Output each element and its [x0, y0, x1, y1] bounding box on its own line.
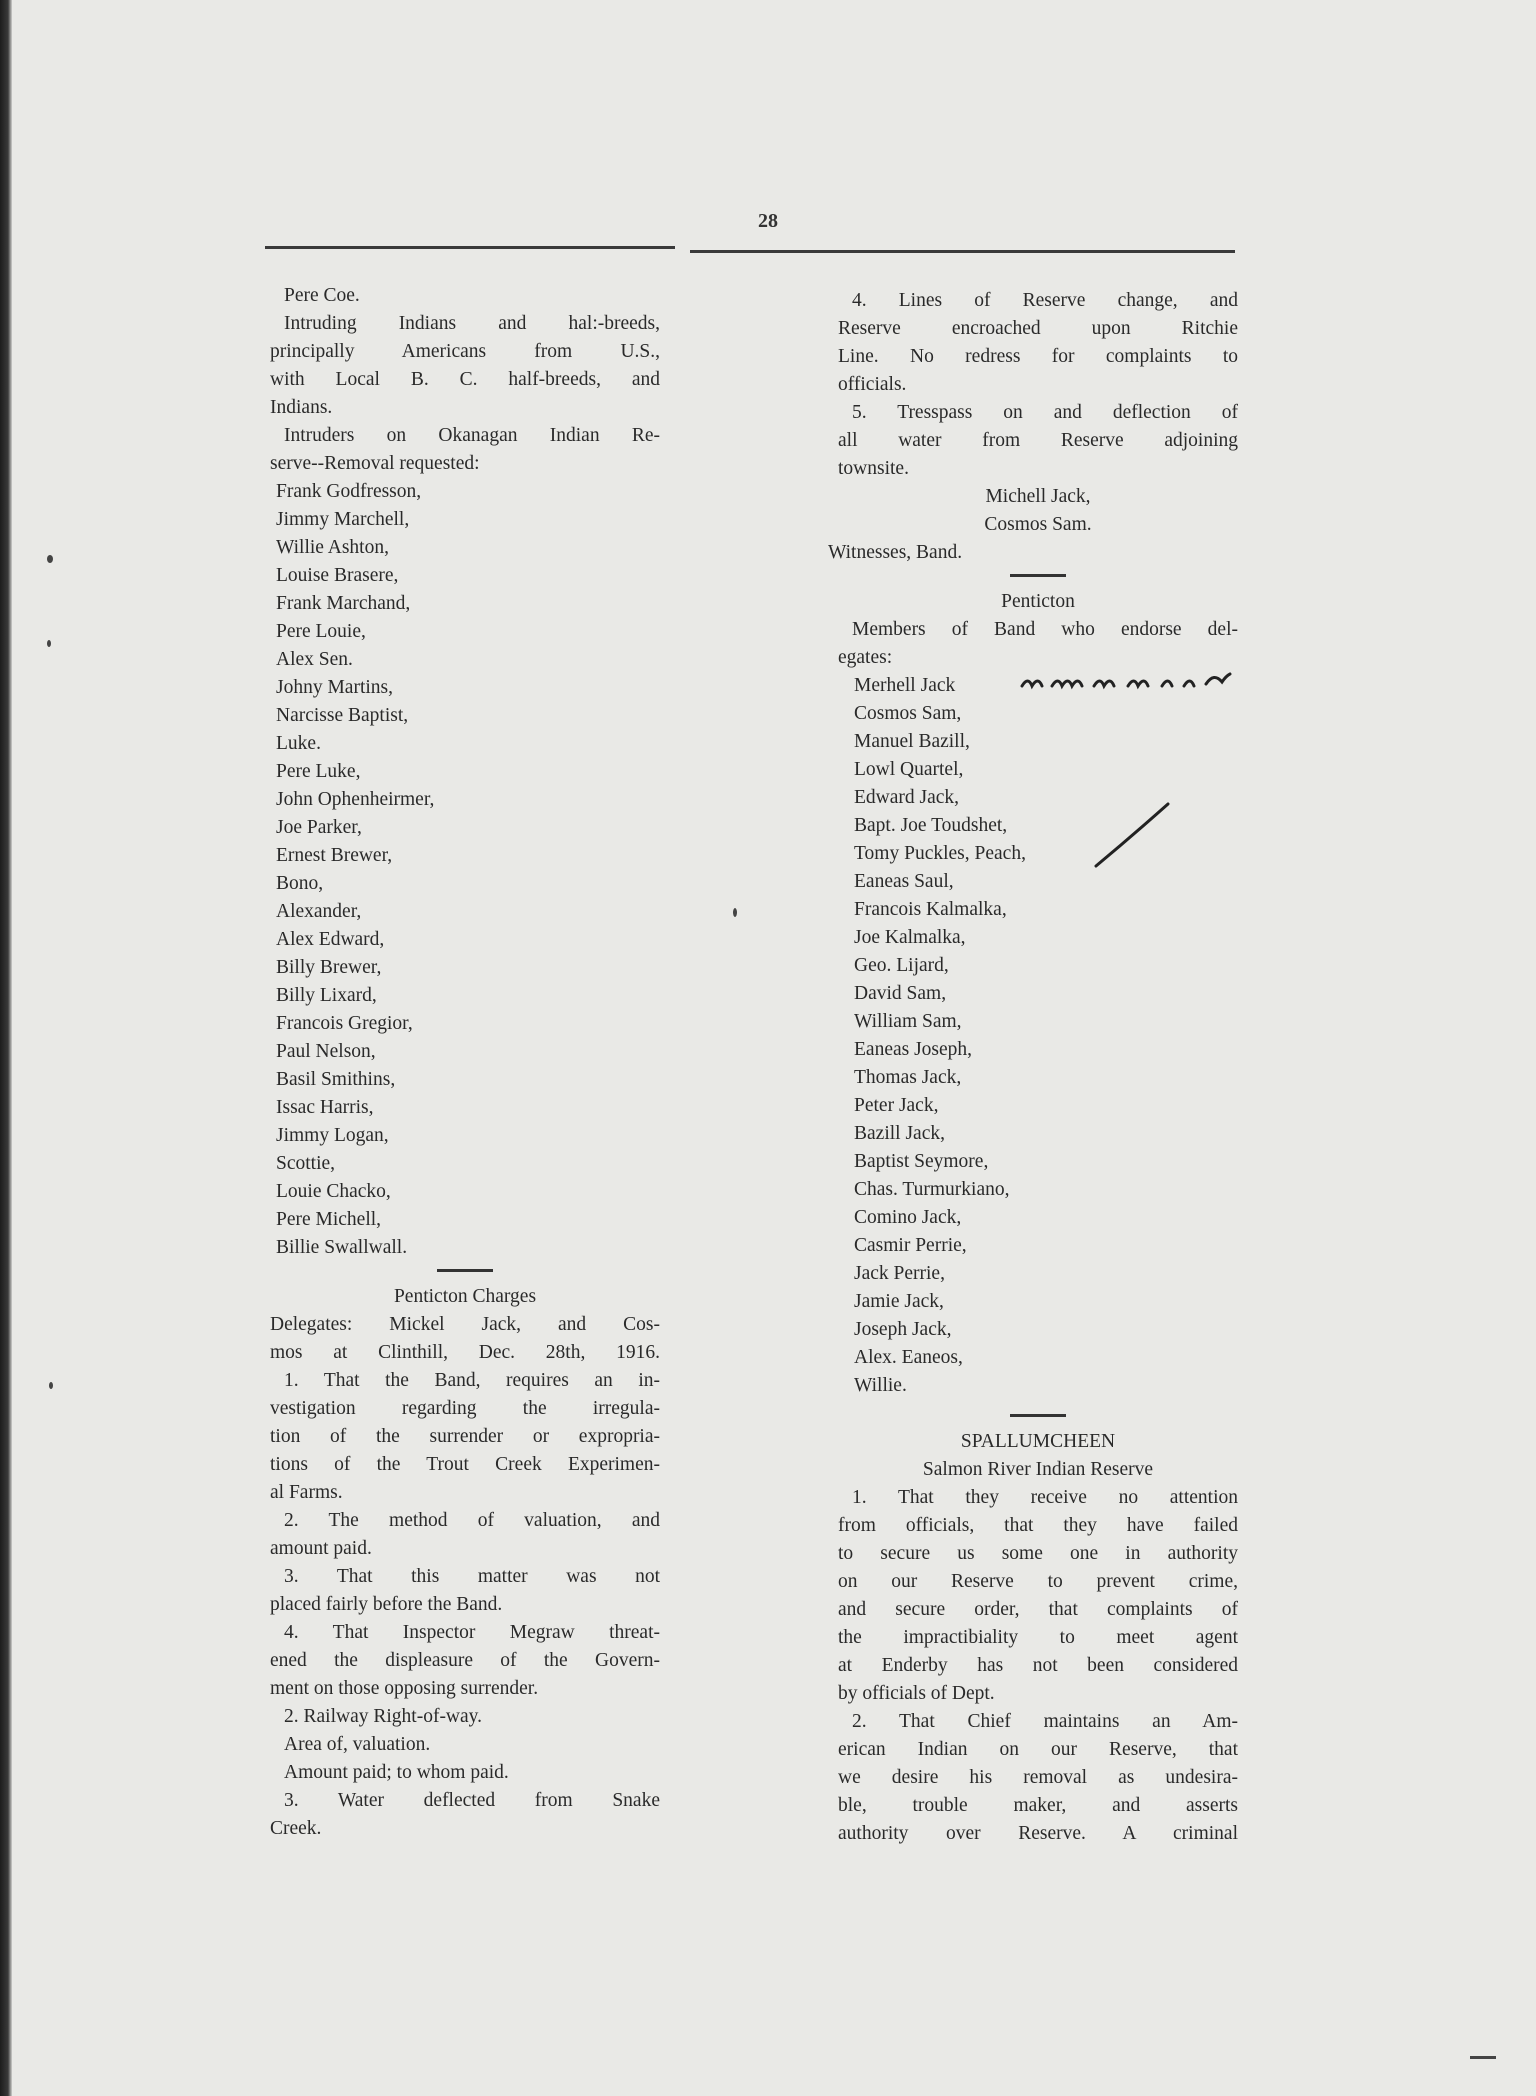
intruder-name: Scottie,: [276, 1153, 336, 1174]
spallumcheen-line: to secure us some one in authority: [838, 1543, 1238, 1564]
signatory: Michell Jack,: [985, 486, 1091, 507]
intruder-name: Narcisse Baptist,: [276, 705, 409, 726]
page-edge: [0, 0, 12, 2096]
section-heading: Penticton: [1001, 591, 1075, 612]
reserve-line: Reserve encroached upon Ritchie: [838, 318, 1238, 339]
intruder-name: Paul Nelson,: [276, 1041, 376, 1062]
reserve-line: 4. Lines of Reserve change, and: [852, 290, 1238, 311]
member-name: Comino Jack,: [854, 1207, 962, 1228]
section-divider: [437, 1269, 493, 1272]
member-name: Alex. Eaneos,: [854, 1347, 963, 1368]
intruder-name: Basil Smithins,: [276, 1069, 396, 1090]
charges-line: Delegates: Mickel Jack, and Cos-: [270, 1314, 660, 1335]
charges-line: Area of, valuation.: [284, 1734, 431, 1755]
member-name: David Sam,: [854, 983, 947, 1004]
charges-line: vestigation regarding the irregula-: [270, 1398, 660, 1419]
spallumcheen-line: 1. That they receive no attention: [852, 1487, 1238, 1508]
member-name: Lowl Quartel,: [854, 759, 964, 780]
member-name: Chas. Turmurkiano,: [854, 1179, 1010, 1200]
witnesses-line: Witnesses, Band.: [828, 542, 963, 563]
spallumcheen-line: we desire his removal as undesira-: [838, 1767, 1238, 1788]
intruder-name: Billie Swallwall.: [276, 1237, 408, 1258]
signatory: Cosmos Sam.: [984, 514, 1092, 535]
members-intro: egates:: [838, 647, 893, 668]
member-name: Bapt. Joe Toudshet,: [854, 815, 1008, 836]
spallumcheen-line: from officials, that they have failed: [838, 1515, 1238, 1536]
member-name: Casmir Perrie,: [854, 1235, 967, 1256]
section-heading: SPALLUMCHEEN: [960, 1431, 1116, 1452]
charges-line: amount paid.: [270, 1538, 372, 1559]
intro-line: Pere Coe.: [284, 285, 360, 306]
scan-speck: [49, 1382, 53, 1389]
intruder-name: Jimmy Marchell,: [276, 509, 410, 530]
left-column: [270, 282, 660, 1843]
intro-line: principally Americans from U.S.,: [270, 341, 660, 362]
spallumcheen-line: by officials of Dept.: [838, 1683, 995, 1704]
intruder-name: Issac Harris,: [276, 1097, 374, 1118]
intruder-name: Billy Brewer,: [276, 957, 382, 978]
intruder-name: Alexander,: [276, 901, 362, 922]
section-heading: Penticton Charges: [393, 1286, 537, 1307]
charges-line: al Farms.: [270, 1482, 343, 1503]
member-name: Joseph Jack,: [854, 1319, 952, 1340]
spallumcheen-line: at Enderby has not been considered: [838, 1655, 1238, 1676]
reserve-line: all water from Reserve adjoining: [838, 430, 1238, 451]
intruder-name: Pere Luke,: [276, 761, 361, 782]
intruder-name: Joe Parker,: [276, 817, 362, 838]
intruder-name: John Ophenheirmer,: [276, 789, 435, 810]
scan-speck: [1470, 2056, 1496, 2059]
member-name: Eaneas Saul,: [854, 871, 954, 892]
intruder-name: Ernest Brewer,: [276, 845, 393, 866]
intruder-name: Frank Godfresson,: [276, 481, 422, 502]
spallumcheen-line: and secure order, that complaints of: [838, 1599, 1238, 1620]
intruder-name: Louise Brasere,: [276, 565, 399, 586]
charges-line: 4. That Inspector Megraw threat-: [284, 1622, 660, 1643]
reserve-line: Line. No redress for complaints to: [838, 346, 1238, 367]
intruder-name: Alex Sen.: [276, 649, 353, 670]
intro-line: Intruders on Okanagan Indian Re-: [284, 425, 660, 446]
charges-line: 3. That this matter was not: [284, 1566, 660, 1587]
charges-line: 2. The method of valuation, and: [284, 1510, 660, 1531]
charges-line: 1. That the Band, requires an in-: [284, 1370, 660, 1391]
handwritten-scribble-mark: [1020, 668, 1232, 694]
reserve-line: townsite.: [838, 458, 909, 479]
right-column: [828, 287, 1238, 1848]
charges-line: placed fairly before the Band.: [270, 1594, 503, 1615]
member-name: Edward Jack,: [854, 787, 960, 808]
spallumcheen-line: 2. That Chief maintains an Am-: [852, 1711, 1238, 1732]
charges-line: 3. Water deflected from Snake: [284, 1790, 660, 1811]
member-name: Willie.: [854, 1375, 907, 1396]
spallumcheen-line: erican Indian on our Reserve, that: [838, 1739, 1238, 1760]
intruder-name: Pere Louie,: [276, 621, 366, 642]
member-name: Jamie Jack,: [854, 1291, 944, 1312]
charges-line: ened the displeasure of the Govern-: [270, 1650, 660, 1671]
member-name: William Sam,: [854, 1011, 962, 1032]
member-name: Cosmos Sam,: [854, 703, 962, 724]
intruder-name: Luke.: [276, 733, 321, 754]
header-rule-left: [265, 246, 675, 249]
intruder-name: Johny Martins,: [276, 677, 393, 698]
spallumcheen-line: on our Reserve to prevent crime,: [838, 1571, 1238, 1592]
section-subheading: Salmon River Indian Reserve: [922, 1459, 1154, 1480]
member-name: Jack Perrie,: [854, 1263, 945, 1284]
handwritten-check-mark: [1092, 800, 1172, 870]
charges-line: Amount paid; to whom paid.: [284, 1762, 509, 1783]
charges-line: tions of the Trout Creek Experimen-: [270, 1454, 660, 1475]
member-name: Peter Jack,: [854, 1095, 939, 1116]
charges-line: mos at Clinthill, Dec. 28th, 1916.: [270, 1342, 660, 1363]
member-name: Joe Kalmalka,: [854, 927, 966, 948]
reserve-line: 5. Tresspass on and deflection of: [852, 402, 1238, 423]
scan-speck: [47, 555, 53, 563]
intro-line: Intruding Indians and hal:-breeds,: [284, 313, 660, 334]
charges-line: 2. Railway Right-of-way.: [284, 1706, 483, 1727]
spallumcheen-line: ble, trouble maker, and asserts: [838, 1795, 1238, 1816]
section-divider: [1010, 1414, 1066, 1417]
header-rule-right: [690, 250, 1235, 253]
member-name: Geo. Lijard,: [854, 955, 949, 976]
intruder-name: Jimmy Logan,: [276, 1125, 389, 1146]
intruder-name: Willie Ashton,: [276, 537, 389, 558]
intruder-name: Louie Chacko,: [276, 1181, 391, 1202]
page-number: 28: [758, 210, 778, 232]
intro-line: Indians.: [270, 397, 333, 418]
reserve-line: officials.: [838, 374, 907, 395]
scan-speck: [733, 908, 737, 917]
member-name: Tomy Puckles, Peach,: [854, 843, 1026, 864]
intro-line: with Local B. C. half-breeds, and: [270, 369, 660, 390]
scan-speck: [47, 640, 51, 647]
members-intro: Members of Band who endorse del-: [852, 619, 1238, 640]
charges-line: Creek.: [270, 1818, 322, 1839]
member-name: Francois Kalmalka,: [854, 899, 1007, 920]
member-name: Merhell Jack: [854, 675, 956, 696]
charges-line: ment on those opposing surrender.: [270, 1678, 539, 1699]
member-name: Bazill Jack,: [854, 1123, 945, 1144]
intruder-name: Frank Marchand,: [276, 593, 411, 614]
spallumcheen-line: the impractibiality to meet agent: [838, 1627, 1238, 1648]
member-name: Thomas Jack,: [854, 1067, 962, 1088]
charges-line: tion of the surrender or expropria-: [270, 1426, 660, 1447]
section-divider: [1010, 574, 1066, 577]
member-name: Baptist Seymore,: [854, 1151, 989, 1172]
intruder-name: Francois Gregior,: [276, 1013, 413, 1034]
member-name: Manuel Bazill,: [854, 731, 970, 752]
intruder-name: Billy Lixard,: [276, 985, 377, 1006]
intro-line: serve--Removal requested:: [270, 453, 480, 474]
intruder-name: Alex Edward,: [276, 929, 385, 950]
intruder-name: Pere Michell,: [276, 1209, 382, 1230]
member-name: Eaneas Joseph,: [854, 1039, 973, 1060]
spallumcheen-line: authority over Reserve. A criminal: [838, 1823, 1238, 1844]
intruder-name: Bono,: [276, 873, 324, 894]
